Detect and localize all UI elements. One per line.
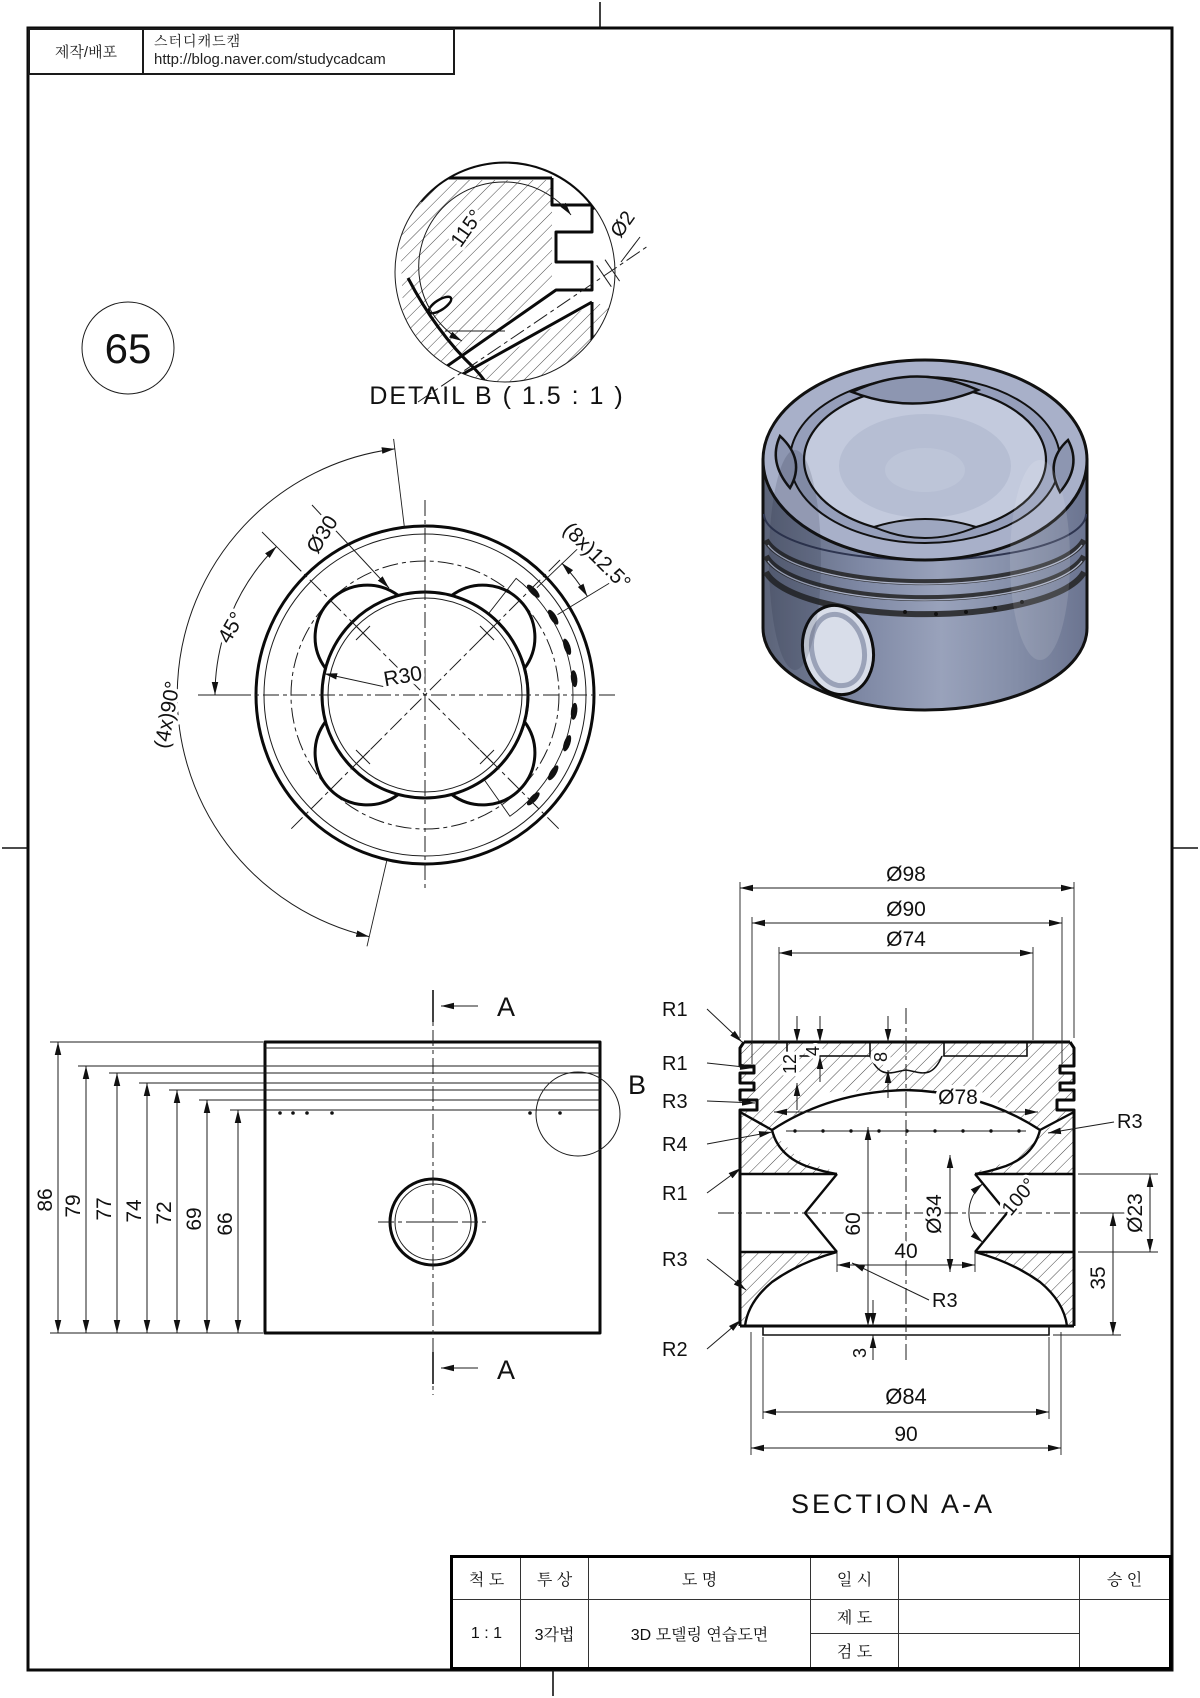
projection-value: 3각법 (521, 1600, 589, 1667)
skirt-height-dim: 60 (842, 1212, 865, 1236)
check-value (899, 1634, 1080, 1667)
drawing-number: 65 (104, 325, 152, 372)
radius-label: R3 (662, 1091, 688, 1113)
publisher-label: 제작/배포 (30, 30, 144, 73)
dia-dim: Ø98 (886, 863, 926, 886)
radius-label: R1 (662, 1183, 688, 1205)
depth-dim: 4 (803, 1045, 823, 1057)
height-dim: 72 (153, 1201, 176, 1225)
section-arrow-label-top: A (497, 992, 516, 1022)
radius-label: R2 (662, 1339, 688, 1361)
section-arrow-label-bottom: A (497, 1355, 516, 1385)
radius-label: R1 (662, 1053, 688, 1075)
height-dim: 79 (62, 1194, 85, 1218)
publisher-url: http://blog.naver.com/studycadcam (154, 50, 386, 68)
lip-height-dim: 3 (850, 1347, 870, 1359)
depth-dim: 8 (871, 1051, 891, 1063)
radius-label: R1 (662, 999, 688, 1021)
section-title: SECTION A-A (790, 1489, 996, 1519)
piston-3d-render (763, 360, 1087, 710)
slot-pattern-dim: (8x)12.5° (558, 518, 635, 595)
radius-label: R3 (932, 1290, 958, 1312)
check-label: 검 도 (811, 1634, 899, 1667)
bottom-width-dim: 90 (894, 1423, 918, 1446)
bottom-dia-dim: Ø84 (885, 1384, 927, 1409)
date-label: 일 시 (811, 1558, 899, 1600)
taper-angle-dim: 100° (997, 1174, 1042, 1221)
name-value: 3D 모델링 연습도면 (589, 1600, 811, 1667)
draft-label: 제 도 (811, 1600, 899, 1634)
relief-angle-dim: 45° (213, 608, 250, 648)
draft-value (899, 1600, 1080, 1634)
pin-height-dim: 35 (1087, 1266, 1110, 1290)
pin-dia-dim: Ø23 (1124, 1193, 1147, 1233)
detail-b-callout: B (628, 1070, 647, 1100)
name-label: 도 명 (589, 1558, 811, 1600)
inner-dia-dim: Ø78 (938, 1086, 978, 1109)
drawing-number-badge (82, 302, 174, 394)
dia-dim: Ø74 (886, 928, 926, 951)
detail-hole-dim: Ø2 (606, 207, 640, 242)
radius-label: R3 (1117, 1111, 1143, 1133)
detail-b-title: DETAIL B ( 1.5 : 1 ) (369, 382, 625, 410)
relief-pattern-dim: (4x)90° (150, 679, 185, 751)
publisher-info (144, 30, 453, 73)
top-view (150, 439, 635, 946)
sheet-frame (2, 2, 1198, 1696)
section-view (662, 863, 1158, 1519)
publisher-name: 스터디캐드캠 (154, 33, 242, 49)
scale-label: 척 도 (453, 1558, 521, 1600)
date-value (899, 1558, 1080, 1600)
detail-angle-dim: 115° (446, 205, 488, 252)
height-extension-lines (50, 1042, 265, 1333)
height-dim: 77 (93, 1197, 116, 1221)
depth-dim: 12 (780, 1053, 800, 1075)
projection-label: 투 상 (521, 1558, 589, 1600)
front-view (34, 990, 646, 1395)
height-dim: 69 (183, 1207, 206, 1231)
approve-value (1080, 1600, 1169, 1667)
boss-dia-dim: Ø34 (923, 1194, 946, 1234)
bowl-radius-dim: R30 (381, 661, 424, 692)
boss-gap-dim: 40 (894, 1240, 918, 1263)
relief-dia-dim: Ø30 (302, 511, 343, 558)
publisher-block (28, 28, 455, 75)
title-block (450, 1555, 1172, 1670)
height-dim: 66 (214, 1212, 237, 1236)
height-dim: 86 (34, 1188, 57, 1212)
height-dim: 74 (123, 1199, 146, 1223)
scale-value: 1 : 1 (453, 1600, 521, 1667)
approve-label: 승 인 (1080, 1558, 1169, 1600)
detail-b-view (369, 162, 648, 470)
dia-dim: Ø90 (886, 898, 926, 921)
radius-label: R4 (662, 1134, 688, 1156)
radius-label: R3 (662, 1249, 688, 1271)
